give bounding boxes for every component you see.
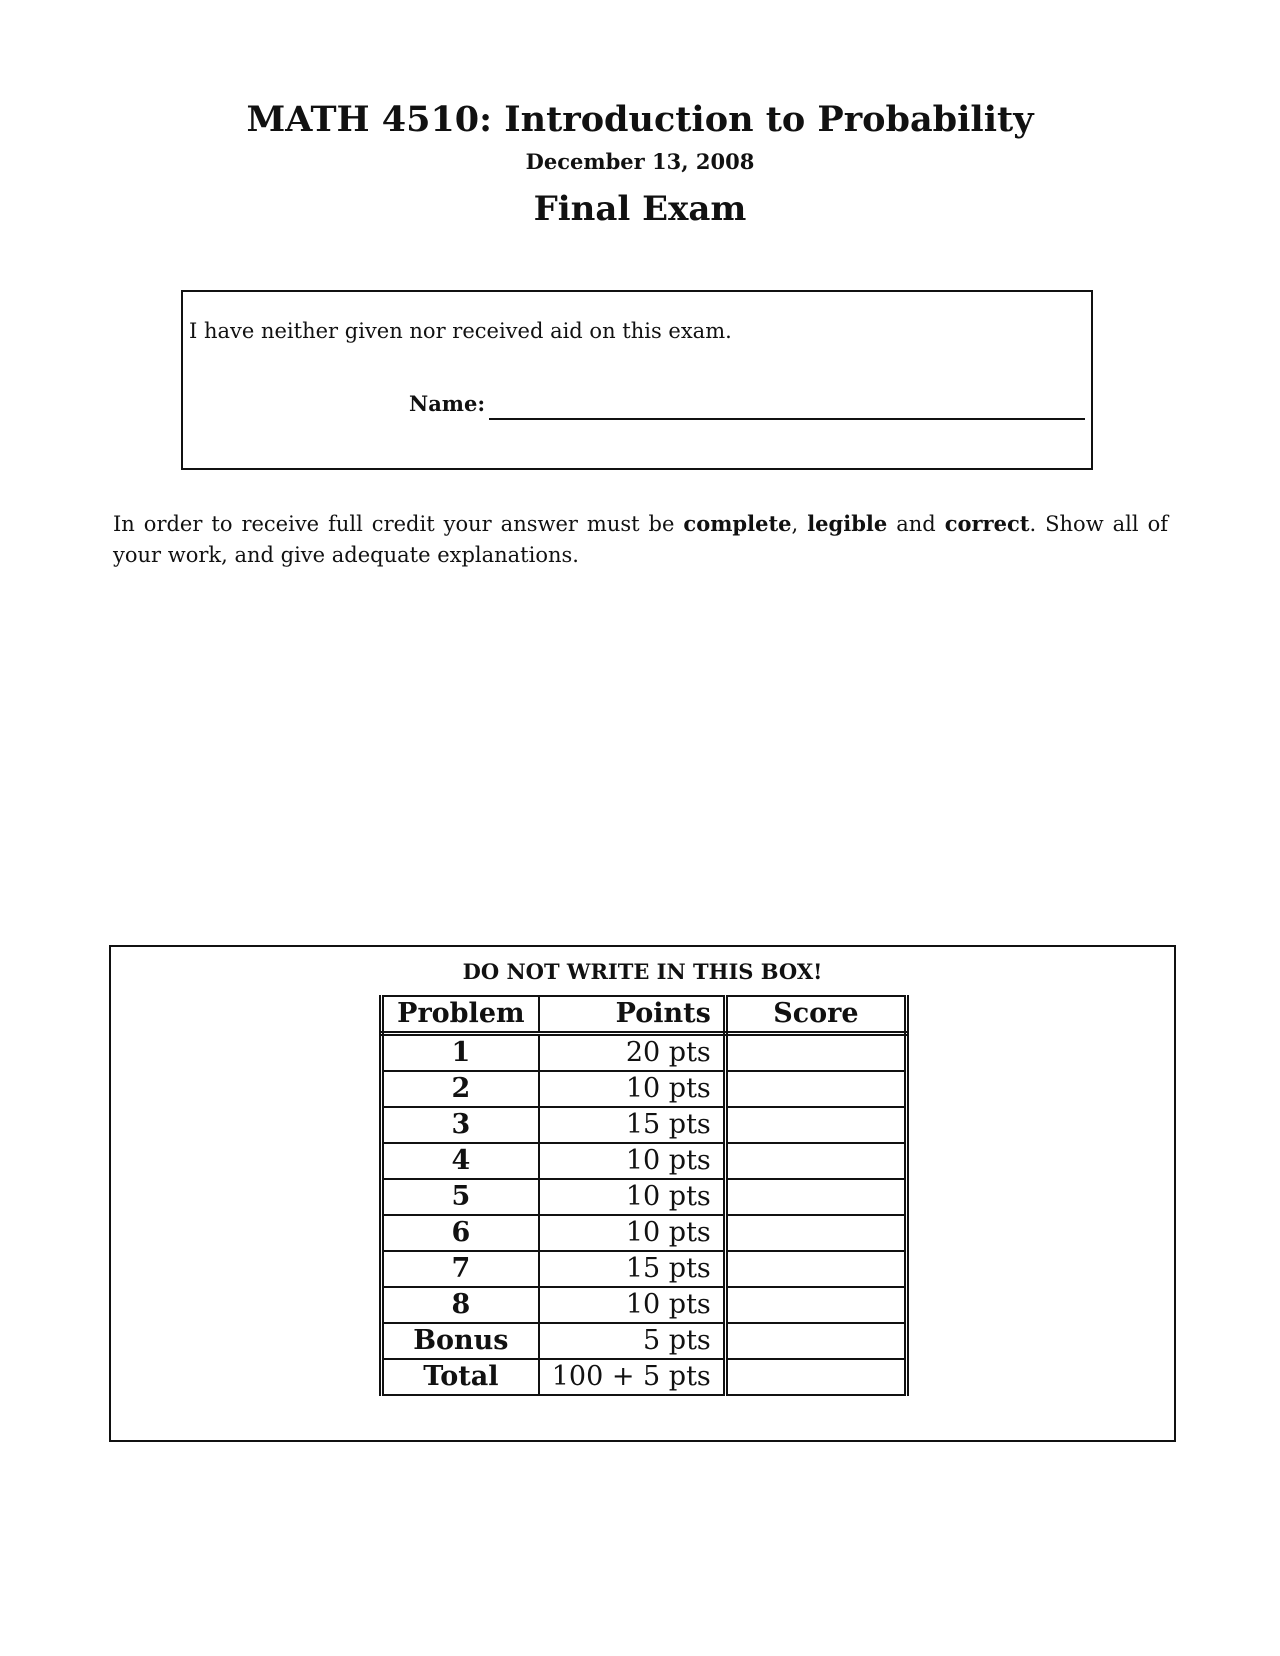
score-cell bbox=[725, 1034, 906, 1072]
problem-cell: Total bbox=[382, 1359, 539, 1395]
score-cell bbox=[725, 1143, 906, 1179]
problem-cell: 8 bbox=[382, 1287, 539, 1323]
score-table bbox=[379, 995, 909, 1396]
points-cell: 15 pts bbox=[539, 1251, 726, 1287]
table-row bbox=[382, 1034, 907, 1072]
name-label: Name: bbox=[409, 391, 486, 416]
table-row bbox=[382, 1143, 907, 1179]
instructions-intro: In order to receive full credit your answer must be bbox=[113, 512, 684, 536]
course-title: MATH 4510: Introduction to Probability bbox=[246, 99, 1034, 140]
instructions-correct: correct bbox=[944, 511, 1030, 536]
score-cell bbox=[725, 1251, 906, 1287]
problem-cell: 7 bbox=[382, 1251, 539, 1287]
points-cell: 10 pts bbox=[539, 1179, 726, 1215]
score-cell bbox=[725, 1071, 906, 1107]
problem-cell: 2 bbox=[382, 1071, 539, 1107]
name-signature-line[interactable] bbox=[489, 418, 1085, 420]
table-row bbox=[382, 1071, 907, 1107]
header-points: Points bbox=[539, 996, 726, 1034]
problem-cell: 4 bbox=[382, 1143, 539, 1179]
score-cell bbox=[725, 1359, 906, 1395]
table-row bbox=[382, 1323, 907, 1359]
honor-statement: I have neither given nor received aid on this exam. bbox=[189, 319, 732, 343]
instructions-outro: . Show all of your work, and give adequate explanations. bbox=[113, 512, 1169, 567]
header-problem: Problem bbox=[382, 996, 539, 1034]
score-cell bbox=[725, 1215, 906, 1251]
score-table-header bbox=[382, 996, 907, 1034]
table-row bbox=[382, 1107, 907, 1143]
problem-cell: 1 bbox=[382, 1034, 539, 1072]
grading-box bbox=[109, 945, 1176, 1442]
table-row bbox=[382, 1287, 907, 1323]
problem-cell: Bonus bbox=[382, 1323, 539, 1359]
points-cell: 10 pts bbox=[539, 1215, 726, 1251]
exam-title: Final Exam bbox=[533, 189, 747, 229]
instructions-paragraph bbox=[113, 508, 1168, 571]
instructions-sep2: and bbox=[887, 512, 945, 536]
table-row bbox=[382, 1179, 907, 1215]
points-cell: 15 pts bbox=[539, 1107, 726, 1143]
instructions-complete: complete bbox=[683, 511, 792, 536]
points-cell: 10 pts bbox=[539, 1071, 726, 1107]
problem-cell: 5 bbox=[382, 1179, 539, 1215]
exam-date: December 13, 2008 bbox=[525, 149, 755, 174]
header-score: Score bbox=[725, 996, 906, 1034]
score-cell bbox=[725, 1287, 906, 1323]
honor-pledge-box bbox=[181, 290, 1093, 470]
score-cell bbox=[725, 1323, 906, 1359]
score-cell bbox=[725, 1179, 906, 1215]
table-row bbox=[382, 1215, 907, 1251]
problem-cell: 6 bbox=[382, 1215, 539, 1251]
grading-warning: DO NOT WRITE IN THIS BOX! bbox=[462, 959, 823, 984]
instructions-legible: legible bbox=[807, 511, 888, 536]
table-row bbox=[382, 1359, 907, 1395]
instructions-sep1: , bbox=[791, 512, 808, 536]
table-row bbox=[382, 1251, 907, 1287]
points-cell: 10 pts bbox=[539, 1143, 726, 1179]
points-cell: 20 pts bbox=[539, 1034, 726, 1072]
problem-cell: 3 bbox=[382, 1107, 539, 1143]
points-cell: 100 + 5 pts bbox=[539, 1359, 726, 1395]
points-cell: 10 pts bbox=[539, 1287, 726, 1323]
score-cell bbox=[725, 1107, 906, 1143]
points-cell: 5 pts bbox=[539, 1323, 726, 1359]
